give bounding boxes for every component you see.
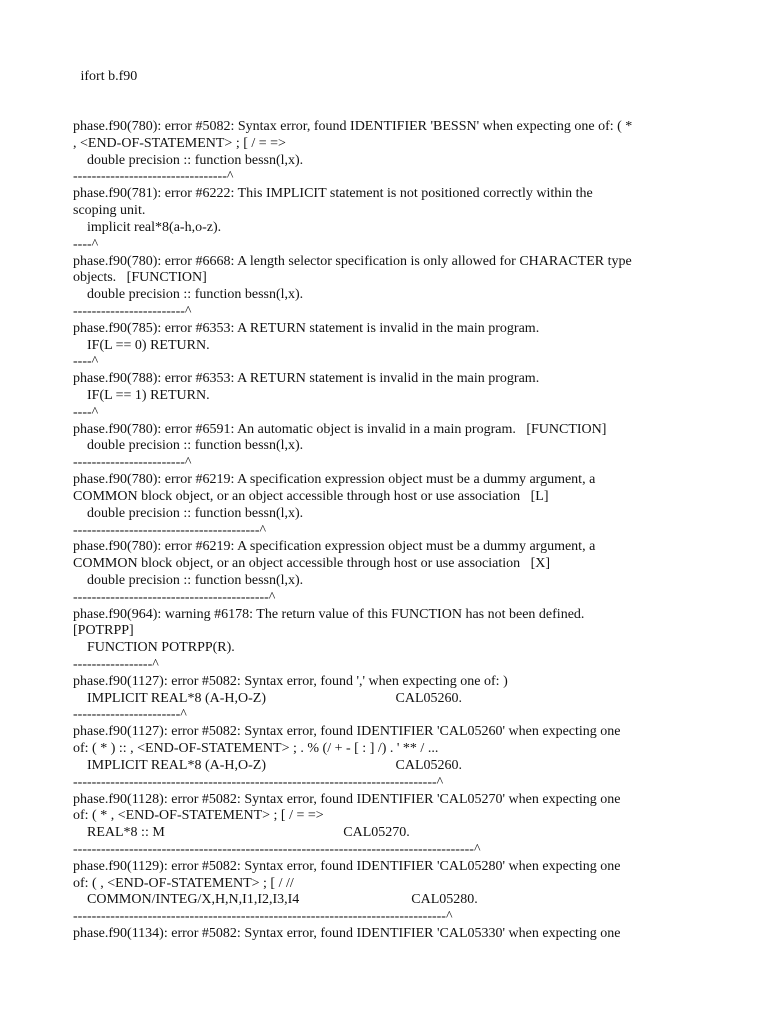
- log-line: COMMON block object, or an object accessible through host or use association [L]: [73, 488, 549, 504]
- log-line: phase.f90(780): error #6219: A specification expression object must be a dummy argument, a: [73, 539, 596, 555]
- log-line: phase.f90(964): warning #6178: The return value of this FUNCTION has not been defined.: [73, 606, 585, 622]
- log-line: IF(L == 0) RETURN.: [73, 337, 210, 353]
- log-line: phase.f90(1128): error #5082: Syntax error, found IDENTIFIER 'CAL05270' when expecting one: [73, 791, 621, 807]
- log-line: ----------------------------------------^: [73, 522, 267, 538]
- log-line: ------------------------------------------^: [73, 589, 276, 605]
- log-line: IMPLICIT REAL*8 (A-H,O-Z) CAL05260.: [73, 757, 462, 773]
- log-line: COMMON/INTEG/X,H,N,I1,I2,I3,I4 CAL05280.: [73, 892, 478, 908]
- log-line: --------------------------------------------------------------------------------------^: [73, 841, 481, 857]
- log-line: IMPLICIT REAL*8 (A-H,O-Z) CAL05260.: [73, 690, 462, 706]
- compile-command: ifort b.f90: [77, 69, 138, 84]
- log-line: double precision :: function bessn(l,x).: [73, 572, 304, 588]
- compiler-diagnostics-log: [73, 119, 698, 943]
- log-line: implicit real*8(a-h,o-z).: [73, 219, 222, 235]
- log-line: phase.f90(780): error #6668: A length selector specification is only allowed for CHARACTER type: [73, 253, 632, 269]
- log-line: phase.f90(780): error #6591: An automatic object is invalid in a main program. [FUNCTION]: [73, 421, 607, 437]
- log-line: -----------------------^: [73, 707, 187, 723]
- log-line: ---------------------------------^: [73, 169, 234, 185]
- log-line: phase.f90(785): error #6353: A RETURN statement is invalid in the main program.: [73, 320, 540, 336]
- log-line: FUNCTION POTRPP(R).: [73, 640, 235, 656]
- log-line: ----^: [73, 236, 99, 252]
- log-line: of: ( * , <END-OF-STATEMENT> ; [ / = =>: [73, 808, 324, 824]
- log-line: of: ( * ) :: , <END-OF-STATEMENT> ; . % (/ + - [ : ] /) . ' ** / ...: [73, 741, 439, 757]
- log-line: REAL*8 :: M CAL05270.: [73, 825, 410, 841]
- log-line: -----------------^: [73, 657, 159, 672]
- log-line: objects. [FUNCTION]: [73, 270, 207, 286]
- log-line: ----^: [73, 404, 99, 420]
- log-line: phase.f90(788): error #6353: A RETURN statement is invalid in the main program.: [73, 371, 540, 387]
- log-line: phase.f90(781): error #6222: This IMPLICIT statement is not positioned correctly within the: [73, 186, 593, 202]
- log-line: ----^: [73, 354, 99, 370]
- log-line: --------------------------------------------------------------------------------^: [73, 909, 453, 925]
- log-line: IF(L == 1) RETURN.: [73, 388, 210, 403]
- log-line: phase.f90(1127): error #5082: Syntax error, found IDENTIFIER 'CAL05260' when expecting one: [73, 724, 621, 740]
- log-line: ------------------------------------------------------------------------------^: [73, 774, 444, 790]
- log-line: phase.f90(1134): error #5082: Syntax error, found IDENTIFIER 'CAL05330' when expecting one: [73, 926, 621, 941]
- log-line: phase.f90(780): error #5082: Syntax error, found IDENTIFIER 'BESSN' when expecting one of: ( *: [73, 119, 633, 134]
- log-line: double precision :: function bessn(l,x).: [73, 505, 304, 521]
- log-line: phase.f90(1127): error #5082: Syntax error, found ',' when expecting one of: ): [73, 673, 508, 689]
- log-line: phase.f90(1129): error #5082: Syntax error, found IDENTIFIER 'CAL05280' when expecting one: [73, 858, 621, 874]
- log-line: [POTRPP]: [73, 623, 134, 639]
- log-line: ------------------------^: [73, 303, 192, 319]
- log-line: scoping unit.: [73, 203, 146, 219]
- log-line: double precision :: function bessn(l,x).: [73, 287, 304, 303]
- log-line: phase.f90(780): error #6219: A specification expression object must be a dummy argument, a: [73, 472, 596, 488]
- log-line: of: ( , <END-OF-STATEMENT> ; [ / //: [73, 875, 294, 891]
- log-line: COMMON block object, or an object accessible through host or use association [X]: [73, 556, 551, 572]
- log-line: double precision :: function bessn(l,x).: [73, 152, 304, 168]
- log-line: double precision :: function bessn(l,x).: [73, 438, 304, 454]
- log-line: , <END-OF-STATEMENT> ; [ / = =>: [73, 135, 286, 151]
- log-line: ------------------------^: [73, 455, 192, 471]
